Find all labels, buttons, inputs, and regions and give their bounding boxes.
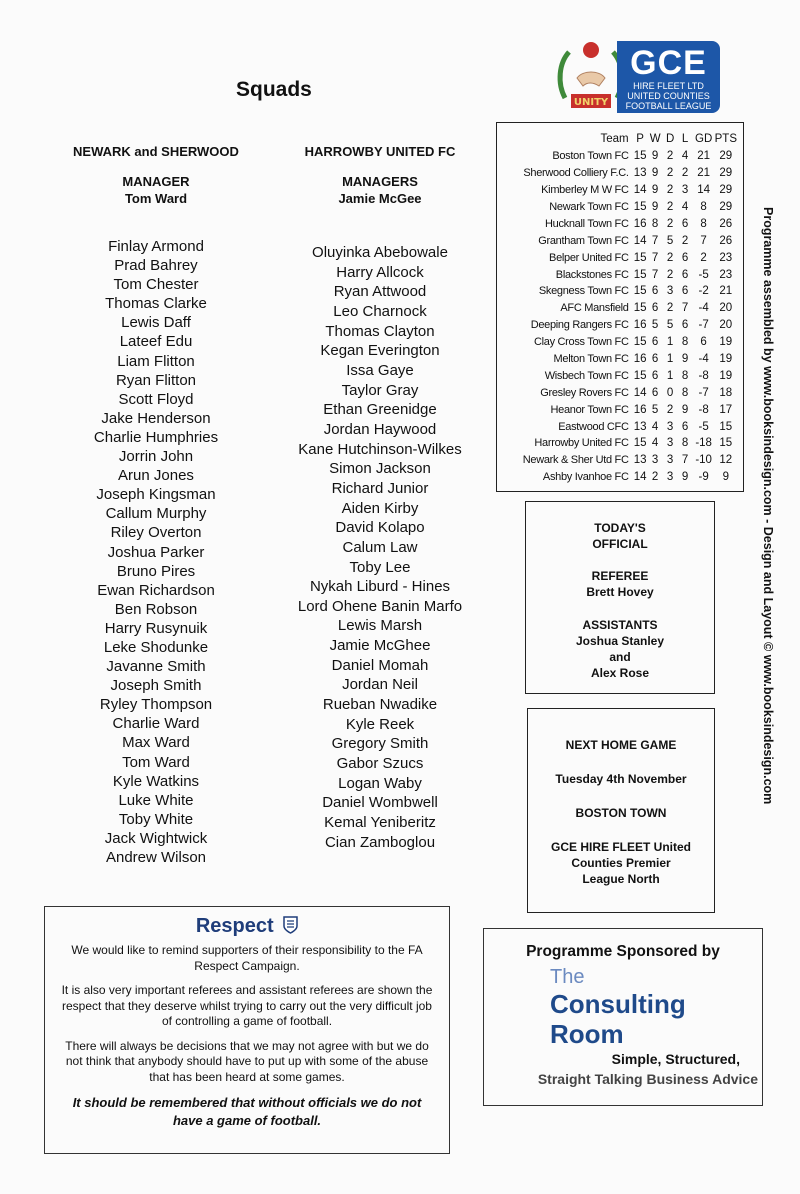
cell-gd: -18 [695, 437, 712, 450]
cell-p: 13 [633, 420, 647, 433]
logo-text-box [617, 41, 720, 113]
col-l: L [681, 133, 689, 146]
cell-w: 8 [651, 217, 659, 230]
cell-w: 9 [651, 167, 659, 180]
cell-gd: 14 [697, 184, 711, 197]
player-name: Thomas Clarke [105, 295, 207, 313]
player-name: Javanne Smith [106, 658, 206, 676]
respect-box [44, 906, 450, 1154]
cell-pts: 29 [719, 167, 733, 180]
player-name: Joshua Parker [107, 543, 205, 561]
player-name: Jordan Haywood [323, 420, 437, 438]
cell-w: 4 [651, 437, 659, 450]
player-name: Ben Robson [114, 600, 198, 618]
cell-w: 6 [651, 285, 659, 298]
cell-gd: -8 [698, 369, 709, 382]
col-w: W [649, 133, 661, 146]
player-name: Toby Lee [349, 558, 411, 576]
cell-d: 2 [666, 302, 674, 315]
cell-w: 7 [651, 251, 659, 264]
cell-team: Gresley Rovers FC [540, 386, 629, 399]
league-header-row [501, 131, 737, 148]
cell-w: 6 [651, 369, 659, 382]
player-name: Kegan Everington [320, 342, 440, 360]
cell-d: 3 [666, 420, 674, 433]
cell-d: 1 [666, 353, 674, 366]
cell-l: 2 [681, 167, 689, 180]
table-row [501, 283, 737, 300]
cell-l: 7 [681, 302, 689, 315]
player-name: Daniel Wombwell [322, 794, 438, 812]
cell-team: Hucknall Town FC [544, 217, 629, 230]
cell-l: 7 [681, 454, 689, 467]
cell-gd: -5 [698, 268, 709, 281]
cell-l: 9 [681, 471, 689, 484]
player-name: Jack Wightwick [104, 829, 208, 847]
table-row [501, 232, 737, 249]
respect-para-4: It should be remembered that without officials we do not have a game of football. [72, 1095, 422, 1128]
cell-p: 16 [633, 217, 647, 230]
cell-w: 6 [651, 386, 659, 399]
table-row [501, 249, 737, 266]
cell-p: 13 [633, 167, 647, 180]
cell-pts: 17 [719, 403, 733, 416]
player-name: Jake Henderson [101, 409, 211, 427]
player-name: Lateef Edu [119, 333, 193, 351]
cell-l: 4 [681, 150, 689, 163]
player-name: Prad Bahrey [114, 257, 198, 275]
logo-main: GCE [630, 44, 707, 82]
sponsor-name-2: Consulting [550, 989, 686, 1019]
cell-p: 15 [633, 150, 647, 163]
cell-gd: 8 [700, 217, 707, 230]
player-name: Luke White [118, 791, 194, 809]
cell-team: Boston Town FC [552, 150, 629, 163]
respect-para-1: We would like to remind supporters of their responsibility to the FA Respect Campaign. [71, 943, 423, 973]
player-name: Joseph Smith [110, 677, 202, 695]
cell-l: 6 [681, 251, 689, 264]
cell-team: Kimberley M W FC [541, 184, 629, 197]
cell-gd: -8 [698, 403, 709, 416]
cell-pts: 26 [719, 217, 733, 230]
cell-w: 9 [651, 184, 659, 197]
cell-team: Newark Town FC [549, 201, 629, 213]
col-d: D [665, 133, 675, 146]
player-name: Gregory Smith [331, 735, 429, 753]
cell-d: 2 [666, 150, 674, 163]
player-name: Nykah Liburd - Hines [309, 578, 451, 596]
cell-p: 16 [633, 319, 647, 332]
next-game-competition-3: League North [582, 872, 660, 886]
cell-d: 2 [666, 167, 674, 180]
cell-team: Belper United FC [549, 251, 629, 264]
cell-team: Heanor Town FC [550, 403, 629, 416]
away-manager-name: Jamie McGee [338, 191, 422, 206]
cell-d: 1 [666, 336, 674, 349]
table-row [501, 148, 737, 165]
player-name: Kyle Watkins [112, 772, 200, 790]
player-name: Oluyinka Abebowale [312, 244, 448, 261]
table-row [501, 266, 737, 283]
player-name: Bruno Pires [116, 562, 196, 580]
respect-title: Respect [195, 915, 274, 937]
player-name: Kane Hutchinson-Wilkes [298, 440, 462, 458]
player-name: Charlie Ward [112, 715, 200, 733]
table-row [501, 367, 737, 384]
table-row [501, 384, 737, 401]
cell-l: 6 [681, 420, 689, 433]
cell-p: 15 [633, 201, 647, 213]
cell-w: 9 [651, 150, 659, 163]
cell-w: 4 [651, 420, 659, 433]
player-name: Leo Charnock [333, 302, 427, 320]
cell-pts: 12 [719, 454, 733, 467]
col-team: Team [600, 133, 629, 146]
table-row [501, 401, 737, 418]
cell-gd: -4 [698, 302, 709, 315]
logo-line3: FOOTBALL LEAGUE [625, 101, 712, 111]
player-name: Ewan Richardson [97, 581, 215, 599]
player-name: Taylor Gray [341, 381, 419, 399]
player-name: David Kolapo [335, 519, 425, 537]
cell-p: 13 [633, 454, 647, 467]
cell-l: 8 [681, 437, 689, 450]
sponsor-box [483, 928, 763, 1106]
cell-pts: 15 [719, 420, 733, 433]
cell-d: 1 [666, 369, 674, 382]
cell-p: 14 [633, 234, 647, 247]
cell-l: 6 [681, 268, 689, 281]
away-player-list [260, 243, 500, 852]
cell-team: Ashby Ivanhoe FC [542, 471, 629, 484]
cell-d: 5 [666, 319, 674, 332]
cell-team: Melton Town FC [553, 353, 629, 366]
officials-heading2: OFFICIAL [592, 537, 648, 551]
cell-pts: 26 [719, 234, 733, 247]
cell-l: 9 [681, 353, 689, 366]
player-name: Logan Waby [338, 774, 422, 792]
sponsor-heading: Programme Sponsored by [526, 943, 720, 960]
cell-d: 0 [666, 386, 674, 399]
cell-team: Grantham Town FC [538, 234, 629, 247]
cell-p: 14 [633, 471, 647, 484]
cell-l: 8 [681, 386, 689, 399]
respect-para-3: There will always be decisions that we may not agree with but we do not think that anybody should have to put up with some of the abuse that has been heard at some games. [65, 1038, 429, 1084]
cell-p: 14 [633, 386, 647, 399]
cell-w: 6 [651, 302, 659, 315]
cell-d: 2 [666, 217, 674, 230]
cell-w: 7 [651, 268, 659, 281]
player-name: Joseph Kingsman [96, 486, 216, 504]
sponsor-name-1: The [550, 966, 585, 988]
player-name: Jamie McGhee [329, 637, 431, 655]
player-name: Ryley Thompson [99, 696, 213, 714]
cell-p: 15 [633, 268, 647, 281]
cell-l: 3 [681, 184, 689, 197]
player-name: Lewis Marsh [337, 617, 423, 635]
table-row [501, 317, 737, 334]
cell-l: 8 [681, 336, 689, 349]
cell-p: 15 [633, 285, 647, 298]
col-gd: GD [695, 133, 713, 146]
cell-pts: 15 [719, 437, 733, 450]
referee-name: Brett Hovey [586, 585, 654, 599]
cell-gd: -9 [698, 471, 709, 484]
player-name: Ryan Flitton [115, 371, 197, 389]
col-pts: PTS [714, 133, 737, 146]
cell-pts: 19 [719, 353, 733, 366]
cell-d: 3 [666, 437, 674, 450]
table-row [501, 300, 737, 317]
cell-p: 15 [633, 336, 647, 349]
cell-team: Wisbech Town FC [544, 369, 629, 382]
sponsor-tagline-2: Straight Talking Business Advice [537, 1071, 758, 1087]
respect-para-2: It is also very important referees and assistant referees are shown the respect that they deserve whilst trying to carry out the very difficult job of controlling a game of football. [61, 983, 433, 1028]
player-name: Kyle Reek [345, 715, 415, 733]
table-row [501, 182, 737, 199]
player-name: Aiden Kirby [341, 499, 419, 517]
cell-pts: 23 [719, 251, 733, 264]
cell-gd: -7 [698, 386, 709, 399]
assistant-2: Alex Rose [590, 666, 650, 680]
next-game-date: Tuesday 4th November [555, 772, 687, 786]
cell-gd: 21 [697, 150, 711, 163]
cell-d: 2 [666, 184, 674, 197]
table-row [501, 334, 737, 351]
cell-l: 2 [681, 234, 689, 247]
cell-l: 6 [681, 319, 689, 332]
cell-pts: 9 [722, 471, 730, 484]
cell-p: 16 [633, 353, 647, 366]
home-team-name: NEWARK and SHERWOOD [73, 144, 239, 159]
cell-d: 2 [666, 403, 674, 416]
table-row [501, 165, 737, 182]
cell-d: 3 [666, 454, 674, 467]
cell-team: Harrowby United FC [534, 437, 629, 450]
cell-d: 2 [666, 251, 674, 264]
cell-l: 9 [681, 403, 689, 416]
player-name: Harry Rusynuik [104, 619, 208, 637]
table-row [501, 435, 737, 452]
programme-credit: Programme assembled by www.booksindesign.com - Design and Layout © www.booksindesign.com [761, 207, 775, 805]
table-row [501, 215, 737, 232]
cell-d: 3 [666, 285, 674, 298]
cell-gd: -10 [695, 454, 712, 467]
cell-gd: 7 [700, 234, 707, 247]
cell-l: 4 [681, 201, 689, 213]
referee-label: REFEREE [591, 569, 649, 583]
next-game-competition-2: Counties Premier [571, 856, 671, 870]
respect-heading [57, 913, 437, 939]
cell-p: 15 [633, 251, 647, 264]
cell-pts: 29 [719, 150, 733, 163]
player-name: Charlie Humphries [93, 428, 219, 446]
cell-gd: -5 [698, 420, 709, 433]
next-home-game-box [527, 708, 715, 913]
cell-p: 15 [633, 437, 647, 450]
page-title: Squads [236, 78, 312, 101]
home-player-list [36, 237, 276, 867]
next-game-opponent: BOSTON TOWN [575, 806, 667, 820]
assistant-1: Joshua Stanley [575, 634, 665, 648]
player-name: Lewis Daff [121, 314, 191, 332]
cell-pts: 19 [719, 369, 733, 382]
player-name: Lord Ohene Banin Marfo [297, 597, 463, 615]
col-p: P [636, 133, 644, 146]
cell-team: Sherwood Colliery F.C. [523, 167, 629, 180]
table-row [501, 199, 737, 216]
player-name: Scott Floyd [118, 390, 194, 408]
cell-team: Eastwood CFC [558, 420, 629, 433]
cell-pts: 29 [719, 184, 733, 197]
cell-team: Skegness Town FC [538, 285, 629, 298]
player-name: Leke Shodunke [103, 638, 209, 656]
and-text: and [609, 650, 631, 664]
cell-w: 2 [651, 471, 659, 484]
player-name: Ethan Greenidge [323, 401, 437, 419]
cell-w: 7 [651, 234, 659, 247]
player-name: Gabor Szucs [336, 755, 424, 773]
cell-d: 3 [666, 471, 674, 484]
next-game-heading: NEXT HOME GAME [565, 738, 677, 752]
cell-pts: 23 [719, 268, 733, 281]
cell-w: 5 [651, 403, 659, 416]
player-name: Callum Murphy [105, 505, 207, 523]
league-logo [555, 38, 720, 116]
player-name: Thomas Clayton [325, 322, 435, 340]
home-manager-label: MANAGER [122, 174, 190, 189]
player-name: Toby White [118, 810, 194, 828]
sponsor-name-3: Room [550, 1019, 624, 1049]
assistants-label: ASSISTANTS [582, 618, 658, 632]
cell-gd: -4 [698, 353, 709, 366]
cell-l: 6 [681, 285, 689, 298]
table-row [501, 351, 737, 368]
player-name: Tom Ward [122, 753, 190, 771]
league-table [496, 122, 744, 492]
player-name: Rueban Nwadike [322, 696, 438, 714]
player-name: Daniel Momah [331, 656, 429, 674]
player-name: Harry Allcock [336, 263, 424, 281]
home-squad [36, 143, 276, 867]
cell-gd: 2 [700, 251, 707, 264]
player-name: Jorrin John [118, 448, 194, 466]
cell-w: 3 [651, 454, 659, 467]
next-game-competition-1: GCE HIRE FLEET United [550, 840, 691, 854]
cell-team: Newark & Sher Utd FC [522, 454, 629, 467]
home-manager-name: Tom Ward [124, 191, 188, 206]
player-name: Liam Flitton [117, 352, 195, 370]
cell-gd: -7 [698, 319, 709, 332]
cell-d: 2 [666, 201, 674, 213]
officials-box [525, 501, 715, 694]
player-name: Arun Jones [118, 467, 194, 485]
cell-team: AFC Mansfield [560, 302, 629, 315]
cell-pts: 29 [719, 201, 733, 213]
cell-l: 6 [681, 217, 689, 230]
cell-pts: 20 [719, 319, 733, 332]
cell-gd: 8 [700, 201, 707, 213]
player-name: Cian Zamboglou [324, 833, 436, 851]
cell-w: 5 [651, 319, 659, 332]
player-name: Tom Chester [113, 276, 199, 294]
cell-gd: -2 [698, 285, 709, 298]
cell-team: Clay Cross Town FC [533, 336, 629, 349]
cell-w: 9 [651, 201, 659, 213]
away-manager-label: MANAGERS [342, 174, 418, 189]
player-name: Kemal Yeniberitz [324, 814, 436, 832]
player-name: Richard Junior [331, 479, 429, 497]
cell-w: 6 [651, 353, 659, 366]
player-name: Ryan Attwood [333, 283, 427, 301]
table-row [501, 452, 737, 469]
player-name: Andrew Wilson [105, 849, 207, 866]
cell-p: 15 [633, 302, 647, 315]
cell-gd: 6 [700, 336, 707, 349]
cell-p: 14 [633, 184, 647, 197]
cell-d: 5 [666, 234, 674, 247]
cell-pts: 19 [719, 336, 733, 349]
player-name: Finlay Armond [108, 238, 204, 255]
logo-line1: HIRE FLEET LTD [633, 81, 704, 91]
cell-p: 16 [633, 403, 647, 416]
player-name: Max Ward [122, 734, 190, 752]
player-name: Jordan Neil [342, 676, 418, 694]
player-name: Riley Overton [110, 524, 202, 542]
badge-text: UNITY [573, 97, 609, 108]
player-name: Simon Jackson [329, 460, 431, 478]
cell-w: 6 [651, 336, 659, 349]
cell-p: 15 [633, 369, 647, 382]
logo-line2: UNITED COUNTIES [627, 91, 710, 101]
table-row [501, 469, 737, 486]
away-team-name: HARROWBY UNITED FC [304, 144, 456, 159]
fa-shield-icon [283, 916, 298, 934]
cell-pts: 21 [719, 285, 733, 298]
cell-gd: 21 [697, 167, 711, 180]
player-name: Calum Law [342, 538, 418, 556]
cell-pts: 20 [719, 302, 733, 315]
cell-pts: 18 [719, 386, 733, 399]
table-row [501, 418, 737, 435]
player-name: Issa Gaye [346, 361, 414, 379]
cell-team: Blackstones FC [555, 268, 629, 281]
officials-heading1: TODAY'S [594, 521, 646, 535]
away-squad [260, 143, 500, 852]
cell-team: Deeping Rangers FC [530, 319, 629, 332]
cell-l: 8 [681, 369, 689, 382]
cell-d: 2 [666, 268, 674, 281]
sponsor-tagline-1: Simple, Structured, [611, 1051, 740, 1067]
